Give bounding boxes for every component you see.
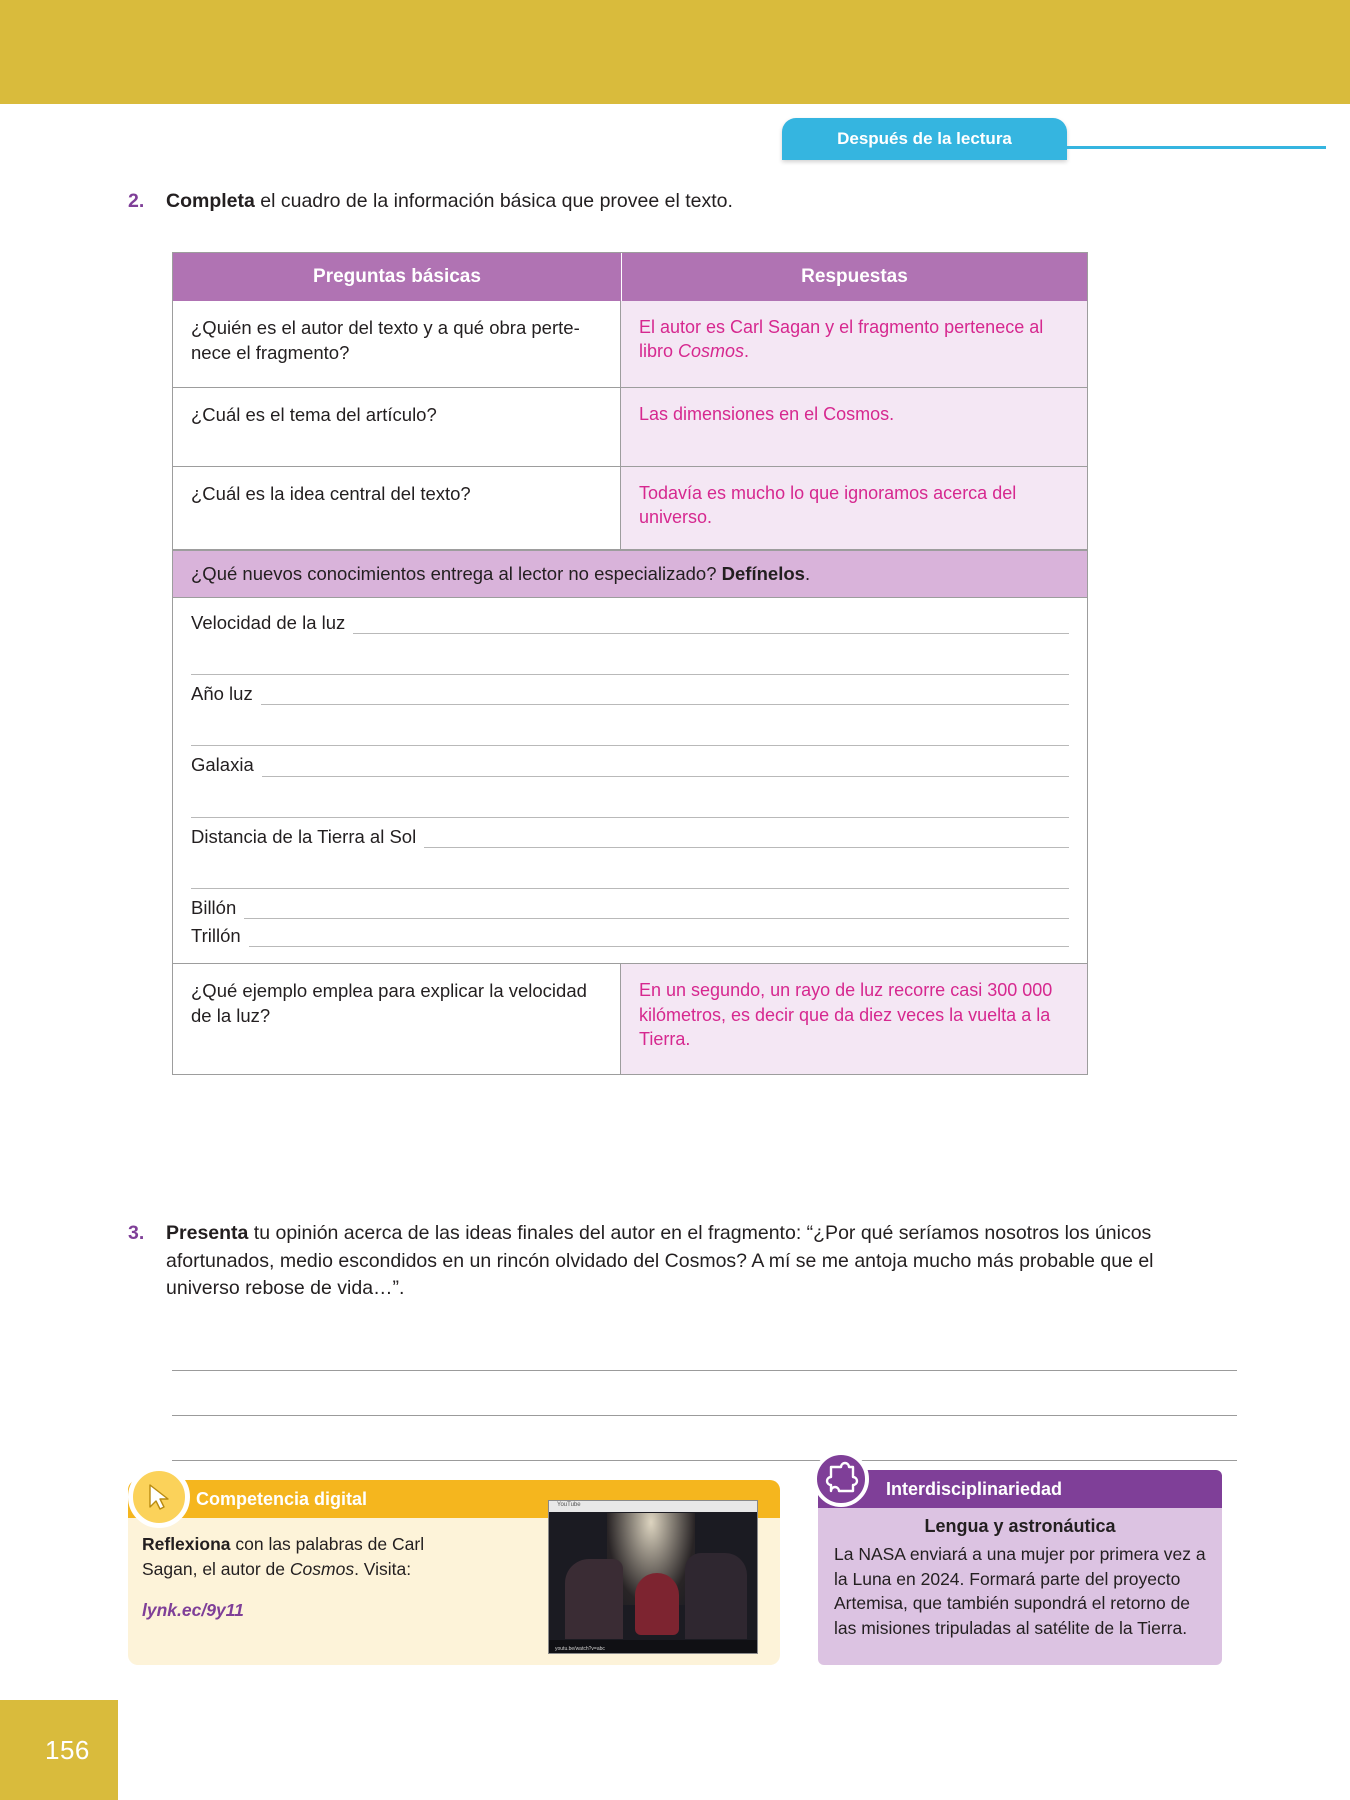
definition-label: Trillón <box>191 924 241 946</box>
band-prompt-tail: . <box>804 563 811 584</box>
exercise-3 <box>128 1220 1228 1303</box>
page-top-band-inner <box>0 0 1350 104</box>
definition-item[interactable] <box>191 683 1069 705</box>
page-top-band <box>0 0 1350 104</box>
video-thumbnail[interactable] <box>548 1500 758 1654</box>
table-cell-answer[interactable]: Las dimensiones en el Cosmos. <box>621 388 1087 466</box>
definitions-area <box>173 598 1087 963</box>
digital-text-italic: Cosmos <box>289 1558 355 1579</box>
answer-title-italic: Cosmos <box>678 341 745 362</box>
definition-item[interactable] <box>191 612 1069 634</box>
exercise-2-number: 2. <box>128 190 145 212</box>
table-row <box>173 301 1087 388</box>
table-cell-answer[interactable] <box>621 301 1087 387</box>
answer-text: El autor es Carl Sagan y el fragmento pertenece al libro <box>639 317 1044 362</box>
write-line[interactable] <box>262 756 1069 777</box>
section-tab-label: Después de la lectura <box>837 129 1012 148</box>
definition-label: Distancia de la Tierra al Sol <box>191 825 417 847</box>
table-row <box>173 963 1087 1074</box>
write-line[interactable] <box>191 854 1069 889</box>
thumbnail-footer <box>549 1640 757 1653</box>
table-cell-question: ¿Qué ejemplo emplea para explicar la velocidad de la luz? <box>173 964 621 1074</box>
thumbnail-caption: youtu.be/watch?v=abc <box>555 1646 605 1652</box>
table-cell-answer[interactable]: En un segundo, un rayo de luz recorre casi 300 000 kilómetros, es decir que da diez veces la vuelta a la Tierra. <box>621 964 1087 1074</box>
table-cell-question: ¿Cuál es el tema del artículo? <box>173 388 621 466</box>
band-prompt-text: ¿Qué nuevos conocimientos entrega al lector no especializado? <box>191 563 722 584</box>
table-cell-question: ¿Quién es el autor del texto y a qué obra perte-nece el fragmento? <box>173 301 621 387</box>
write-line[interactable] <box>172 1371 1237 1416</box>
definition-item[interactable] <box>191 754 1069 776</box>
cursor-icon <box>128 1466 190 1528</box>
page-right-margin <box>1326 104 1350 1800</box>
digital-competence-text <box>142 1532 442 1582</box>
exercise-2-lead: Completa <box>166 190 255 212</box>
table-header-row <box>173 253 1087 301</box>
exercise-3-text <box>166 1220 1228 1303</box>
exercise-2-text <box>166 188 1208 216</box>
interdisciplinarity-text: La NASA enviará a una mujer por primera vez a la Luna en 2024. Formará parte del proyecto Artemisa, que también supondrá el retorno de las misiones tripuladas al satélite de la Tierra. <box>834 1544 1206 1638</box>
digital-competence-title: Competencia digital <box>196 1489 368 1509</box>
write-line[interactable] <box>249 926 1069 947</box>
exercise-3-lead: Presenta <box>166 1222 249 1244</box>
exercise-2-rest: el cuadro de la información básica que provee el texto. <box>254 190 733 212</box>
table-header-answers: Respuestas <box>801 266 908 287</box>
definition-item[interactable] <box>191 897 1069 919</box>
definition-label: Billón <box>191 896 237 918</box>
digital-text-lead: Reflexiona <box>142 1534 231 1554</box>
youtube-logo: YouTube <box>557 1502 581 1508</box>
write-line[interactable] <box>172 1326 1237 1371</box>
digital-text-tail: . Visita: <box>354 1558 412 1579</box>
write-line[interactable] <box>191 711 1069 746</box>
interdisciplinarity-title: Interdisciplinariedad <box>886 1479 1063 1499</box>
table-cell-question: ¿Cuál es la idea central del texto? <box>173 467 621 549</box>
exercise-2 <box>128 188 1208 216</box>
write-line[interactable] <box>191 640 1069 675</box>
table-header-questions: Preguntas básicas <box>173 253 622 301</box>
band-prompt-bold: Defínelos <box>721 563 805 584</box>
definition-item[interactable] <box>191 925 1069 947</box>
definition-label: Año luz <box>191 683 253 705</box>
write-line[interactable] <box>353 613 1069 634</box>
thumbnail-shape-left <box>565 1559 623 1639</box>
basic-info-table <box>172 252 1088 1075</box>
definition-label: Galaxia <box>191 754 254 776</box>
table-row <box>173 467 1087 550</box>
digital-competence-link[interactable]: lynk.ec/9y11 <box>142 1600 244 1620</box>
definition-label: Velocidad de la luz <box>191 612 346 633</box>
section-tab <box>782 118 1067 160</box>
write-line[interactable] <box>191 783 1069 818</box>
puzzle-icon <box>810 1448 872 1510</box>
digital-text-body: con las palabras de Carl Sagan, el autor de <box>142 1534 425 1579</box>
table-band-prompt <box>173 550 1087 598</box>
write-line[interactable] <box>261 684 1069 705</box>
write-line[interactable] <box>172 1416 1237 1461</box>
definition-item[interactable] <box>191 826 1069 848</box>
write-line[interactable] <box>424 827 1069 848</box>
write-line[interactable] <box>244 898 1069 919</box>
interdisciplinarity-subtitle: Lengua y astronáutica <box>924 1516 1116 1536</box>
table-row <box>173 388 1087 467</box>
table-cell-answer[interactable]: Todavía es mucho lo que ignoramos acerca del universo. <box>621 467 1087 549</box>
exercise-3-rest: tu opinión acerca de las ideas finales del autor en el fragmento: “¿Por qué seríamos nosotros los únicos afortunados, medio escondidos en un rincón olvidado del Cosmos? A mí se me antoja mucho más probable que el universo rebose de vida…”. <box>166 1222 1154 1300</box>
section-tab-rule <box>1063 146 1326 149</box>
exercise-3-answer-lines <box>172 1326 1237 1461</box>
page-number: 156 <box>45 1735 90 1765</box>
thumbnail-figure <box>635 1573 679 1635</box>
thumbnail-shape-right <box>685 1553 747 1639</box>
exercise-3-number: 3. <box>128 1222 145 1244</box>
thumbnail-browser-bar <box>549 1501 757 1512</box>
page-left-margin <box>0 104 22 1800</box>
answer-tail: . <box>744 341 750 362</box>
